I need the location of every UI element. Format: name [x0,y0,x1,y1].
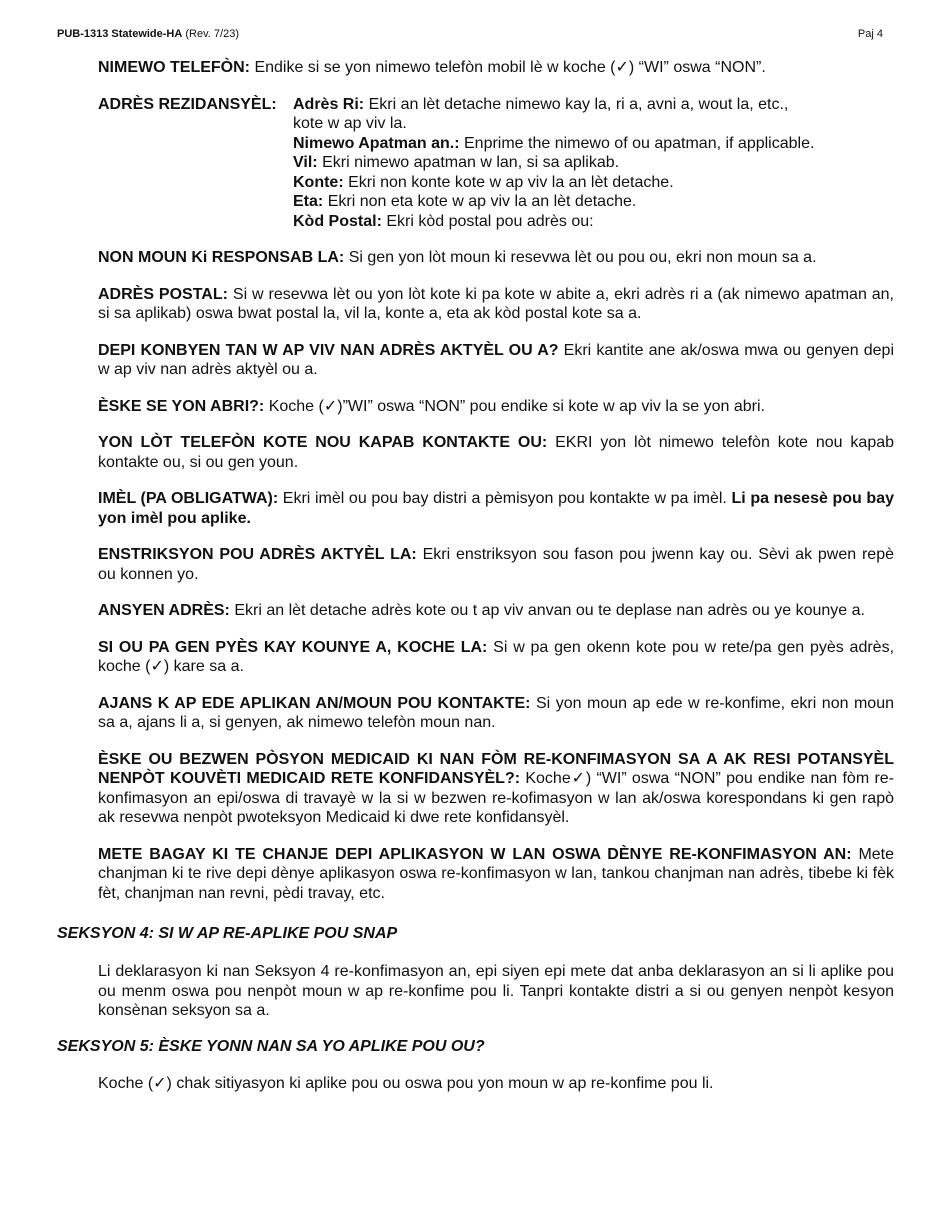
county-line [293,173,894,193]
form-header [57,28,239,40]
changes-label: METE BAGAY KI TE CHANJE DEPI APLIKASYON W LAN OSWA DÈNYE RE-KONFIMASYON AN: [98,845,852,863]
agency-label: AJANS K AP EDE APLIKAN AN/MOUN POU KONTAKTE: [98,694,531,712]
previous-address-instruction [98,601,894,621]
apt-text: Enprime the nimewo of ou apatman, if applicable. [464,134,815,152]
street-line [293,95,894,115]
phone-instruction [98,58,894,78]
street-label: Adrès Ri: [293,95,365,113]
mailing-label: ADRÈS POSTAL: [98,285,228,303]
apt-label: Nimewo Apatman an.: [293,134,460,152]
previous-text: Ekri an lèt detache adrès kote ou t ap viv anvan ou te deplase nan adrès ou ye kounye a. [234,602,865,619]
responsible-instruction [98,248,894,268]
no-home-text: Si w pa gen okenn kote pou w rete/pa gen pyès adrès, koche (✓) kare sa a. [98,638,895,675]
email-note: Li pa nesesè pou bay yon imèl pou aplike. [98,490,894,527]
other-phone-text: EKRI yon lòt nimewo telefòn kote nou kapab kontakte ou, si ou gen youn. [98,434,895,471]
changes-instruction [98,845,894,904]
mailing-text: Si w resevwa lèt ou yon lòt kote ki pa kote w abite a, ekri adrès ri a (ak nimewo apatman an, si sa aplikab) oswa bwat postal la, vil la, konte a, eta ak kòd postal kote sa a. [98,285,895,322]
medicaid-instruction [98,750,894,828]
residential-label: ADRÈS REZIDANSYÈL: [98,95,277,113]
street-line-2: kote w ap viv la. [293,115,407,132]
street-text: Ekri an lèt detache nimewo kay la, ri a, avni a, wout la, etc., [368,95,789,113]
section-4-heading: SEKSYON 4: SI W AP RE-APLIKE POU SNAP [57,925,398,942]
city-text: Ekri nimewo apatman w lan, si sa aplikab. [322,154,620,171]
duration-text: Ekri kantite ane ak/oswa mwa ou genyen depi w ap viv nan adrès aktyèl ou a. [98,341,894,378]
other-phone-label: YON LÒT TELEFÒN KOTE NOU KAPAB KONTAKTE OU: [98,434,548,451]
form-revision: (Rev. 7/23) [185,28,239,40]
residential-address-instruction [98,95,894,232]
zip-text: Ekri kòd postal pou adrès ou: [386,212,594,230]
other-phone-instruction [98,433,894,472]
state-line [293,192,894,212]
county-label: Konte: [293,173,344,191]
duration-label: DEPI KONBYEN TAN W AP VIV NAN ADRÈS AKTYÈL OU A? [98,341,559,359]
phone-text: Endike si se yon nimewo telefòn mobil lè w koche (✓) “WI” oswa “NON”. [254,59,766,76]
section-5-heading: SEKSYON 5: ÈSKE YONN NAN SA YO APLIKE POU OU? [57,1038,485,1055]
apt-line [293,134,894,154]
shelter-instruction [98,397,894,417]
mailing-instruction [98,285,894,324]
responsible-text: Si gen yon lòt moun ki resevwa lèt ou pou ou, ekri non moun sa a. [348,249,817,266]
residential-fields [293,95,894,232]
directions-instruction [98,545,894,584]
no-home-label: SI OU PA GEN PYÈS KAY KOUNYE A, KOCHE LA: [98,638,488,656]
agency-text: Si yon moun ap ede w re-konfime, ekri non moun sa a, ajans li a, si genyen, ak nimewo telefòn moun nan. [98,694,895,731]
zip-line [293,212,894,232]
email-instruction [98,489,894,528]
state-text: Ekri non eta kote w ap viv la an lèt detache. [327,193,637,210]
zip-label: Kòd Postal: [293,212,382,230]
state-label: Eta: [293,193,324,210]
phone-label: NIMEWO TELEFÒN: [98,59,250,76]
medicaid-label: ÈSKE OU BEZWEN PÒSYON MEDICAID KI NAN FÒM RE-KONFIMASYON SA A AK RESI POTANSYÈL NENPÒT KOUVÈTI MEDICAID RETE KONFIDANSYÈL?: [98,750,894,787]
instructions-body [98,58,894,920]
changes-text: Mete chanjman ki te rive depi dènye aplikasyon oswa re-konfimasyon w lan, tankou chanjman nan adrès, tibebe ki fèk fèt, chanjman nan revni, pèdi travay, etc. [98,845,895,902]
responsible-label: NON MOUN Ki RESPONSAB LA: [98,249,345,266]
email-label: IMÈL (PA OBLIGATWA): [98,490,279,507]
shelter-label: ÈSKE SE YON ABRI?: [98,397,265,415]
section-4-text: Li deklarasyon ki nan Seksyon 4 re-konfimasyon an, epi siyen epi mete dat anba deklarasyon an si li aplike pou ou menm oswa pou nenpòt moun w ap re-konfime pou li. Tanpri kontakte distri a si ou genyen nenpòt kesyon konsènan seksyon sa a. [98,963,894,1019]
city-label: Vil: [293,154,318,171]
county-text: Ekri non konte kote w ap viv la an lèt detache. [348,173,674,191]
duration-instruction [98,341,894,380]
section-5-text: Koche (✓) chak sitiyasyon ki aplike pou ou oswa pou yon moun w ap re-konfime pou li. [98,1075,714,1092]
page-number: Paj 4 [857,28,883,40]
form-id: PUB-1313 Statewide-HA [57,28,183,40]
medicaid-text: Koche✓) “WI” oswa “NON” pou endike nan fòm re-konfimasyon an epi/oswa di travayè w la si w bezwen re-kofimasyon w lan ak/oswa korespondans ki gen rapò ak resevwa nenpòt pwoteksyon Medicaid ki dwe rete konfidansyèl. [98,770,894,826]
email-text: Ekri imèl ou pou bay distri a pèmisyon pou kontakte w pa imèl. [282,490,727,507]
city-line [293,153,894,173]
directions-text: Ekri enstriksyon sou fason pou jwenn kay ou. Sèvi ak pwen repè ou konnen yo. [98,546,894,583]
no-home-instruction [98,638,894,677]
directions-label: ENSTRIKSYON POU ADRÈS AKTYÈL LA: [98,546,417,563]
previous-label: ANSYEN ADRÈS: [98,602,230,619]
shelter-text: Koche (✓)”WI” oswa “NON” pou endike si kote w ap viv la se yon abri. [268,397,765,415]
agency-instruction [98,694,894,733]
